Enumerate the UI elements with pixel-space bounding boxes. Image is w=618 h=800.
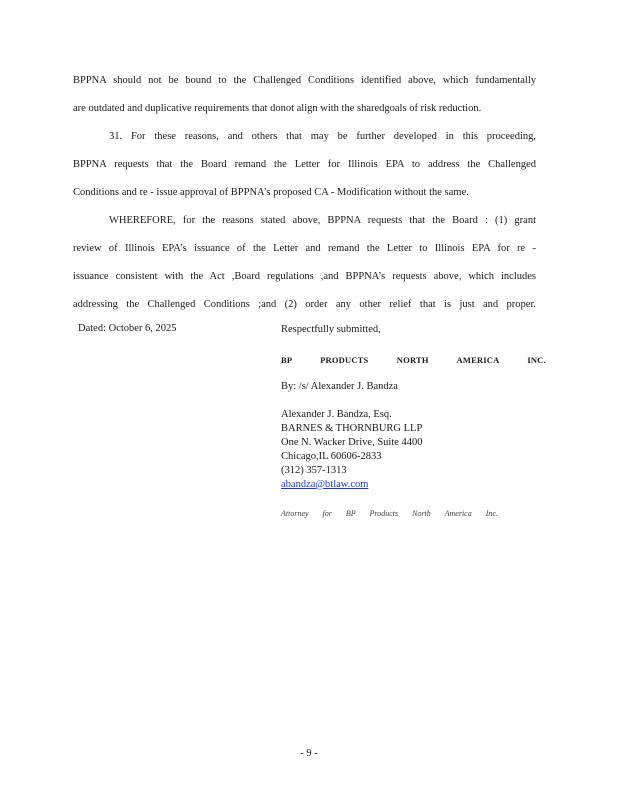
- paragraph-31-line: Conditions and re - issue approval of BPPNA’s proposed CA - Modification without the same.: [73, 187, 469, 198]
- company-name: BP PRODUCTS NORTH AMERICA INC.: [281, 355, 546, 365]
- wherefore-line: addressing the Challenged Conditions ;and (2) order any other relief that is just and proper.: [73, 299, 536, 310]
- address-line-2: Chicago,IL 60606-2833: [281, 451, 382, 462]
- paragraph-31-line: 31. For these reasons, and others that may be further developed in this proceeding,: [109, 131, 536, 142]
- date-line: Dated: October 6, 2025: [78, 323, 177, 334]
- attorney-for-line: Attorney for BP Products North America Inc.: [281, 509, 498, 518]
- paragraph-31-line: BPPNA requests that the Board remand the Letter for Illinois EPA to address the Challenged: [73, 159, 536, 170]
- firm-name: BARNES & THORNBURG LLP: [281, 423, 423, 434]
- address-line-1: One N. Wacker Drive, Suite 4400: [281, 437, 423, 448]
- phone-number: (312) 357-1313: [281, 465, 347, 476]
- wherefore-line: WHEREFORE, for the reasons stated above, BPPNA requests that the Board : (1) grant: [109, 215, 536, 226]
- page-number: - 9 -: [300, 748, 318, 759]
- attorney-name: Alexander J. Bandza, Esq.: [281, 409, 392, 420]
- wherefore-line: issuance consistent with the Act ,Board regulations ,and BPPNA’s requests above, which includes: [73, 271, 536, 282]
- wherefore-line: review of Illinois EPA’s issuance of the Letter and remand the Letter to Illinois EPA for re -: [73, 243, 536, 254]
- paragraph-line: BPPNA should not be bound to the Challenged Conditions identified above, which fundamentally: [73, 75, 536, 86]
- closing-text: Respectfully submitted,: [281, 324, 381, 335]
- paragraph-line: are outdated and duplicative requirements that donot align with the sharedgoals of risk reduction.: [73, 103, 482, 114]
- signature-by: By: /s/ Alexander J. Bandza: [281, 381, 398, 392]
- email-link[interactable]: abandza@btlaw.com: [281, 479, 369, 490]
